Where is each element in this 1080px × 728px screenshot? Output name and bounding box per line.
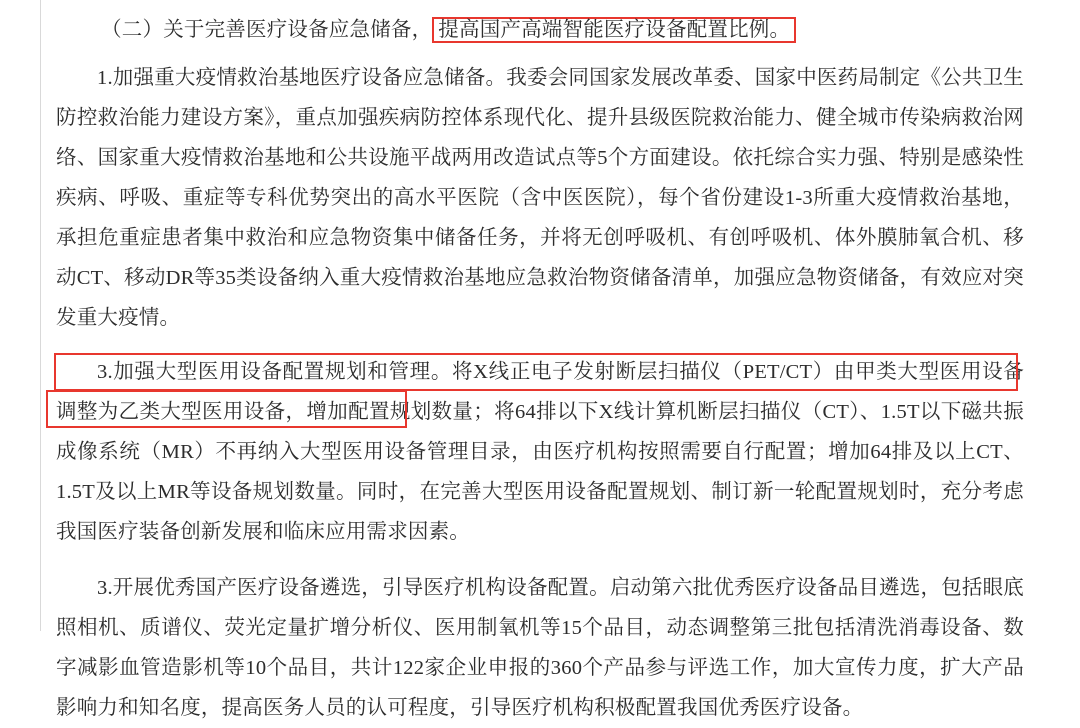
- paragraph-1: 1.加强重大疫情救治基地医疗设备应急储备。我委会同国家发展改革委、国家中医药局制定《公共卫生防控救治能力建设方案》，重点加强疾病防控体系现代化、提升县级医院救治能力、健全城市传染病救治网络、国家重大疫情救治基地和公共设施平战两用改造试点等5个方面建设。依托综合实力强、特别是感染性疾病、呼吸、重症等专科优势突出的高水平医院（含中医医院），每个省份建设1-3所重大疫情救治基地，承担危重症患者集中救治和应急物资集中储备任务，并将无创呼吸机、有创呼吸机、体外膜肺氧合机、移动CT、移动DR等35类设备纳入重大疫情救治基地应急救治物资储备清单，加强应急物资储备，有效应对突发重大疫情。: [56, 67, 1024, 329]
- paragraph-heading: [56, 10, 1024, 50]
- paragraph-2-text: 3.加强大型医用设备配置规划和管理。将X线正电子发射断层扫描仪（PET/CT）由甲类大型医用设备调整为乙类大型医用设备，增加配置规划数量；将64排以下X线计算机断层扫描仪（CT）、1.5T以下磁共振成像系统（MR）不再纳入大型医用设备管理目录，由医疗机构按照需要自行配置；增加64排及以上CT、1.5T及以上MR等设备规划数量。同时，在完善大型医用设备配置规划、制订新一轮配置规划时，充分考虑我国医疗装备创新发展和临床应用需求因素。: [56, 361, 1024, 543]
- paragraph-3: 3.开展优秀国产医疗设备遴选，引导医疗机构设备配置。启动第六批优秀医疗设备品目遴选，包括眼底照相机、质谱仪、荧光定量扩增分析仪、医用制氧机等15个品目，动态调整第三批包括清洗消毒设备、数字减影血管造影机等10个品目，共计122家企业申报的360个产品参与评选工作，加大宣传力度，扩大产品影响力和知名度，提高医务人员的认可程度，引导医疗机构积极配置我国优秀医疗设备。: [56, 577, 1024, 719]
- highlight-box-1: 提高国产高端智能医疗设备配置比例。: [432, 17, 796, 43]
- paragraph-2: [56, 352, 1024, 552]
- page-left-rule: [40, 0, 41, 631]
- paragraph-heading-lead: （二）关于完善医疗设备应急储备，: [101, 19, 433, 41]
